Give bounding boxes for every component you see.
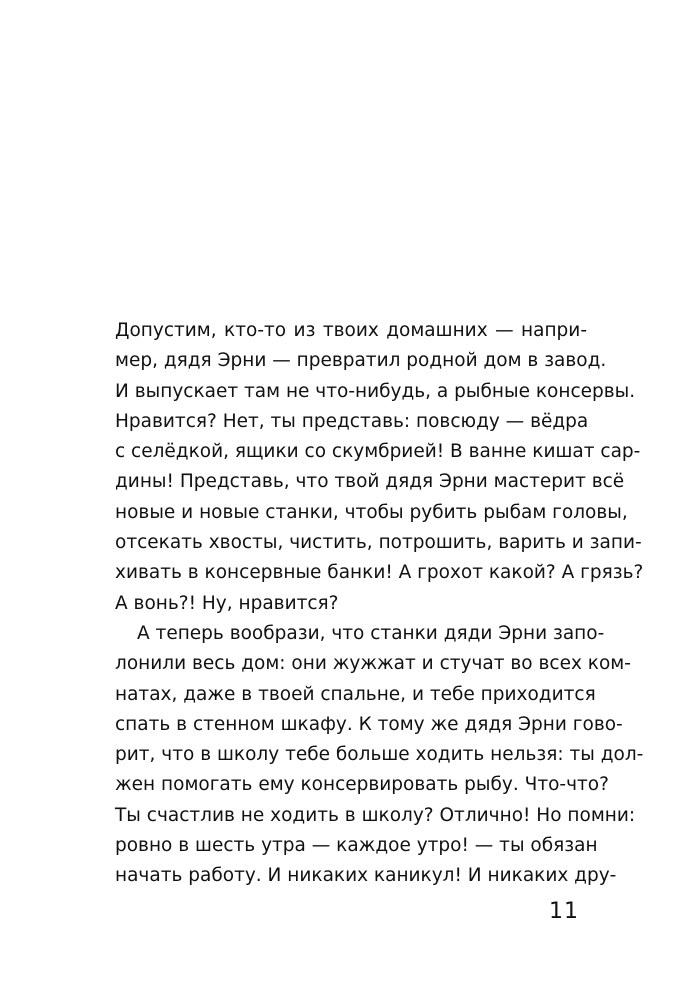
text-line: дины! Представь, что твой дядя Эрни мастерит всё — [115, 471, 625, 493]
text-line: Ты счастлив не ходить в школу? Отлично! Но помни: — [115, 804, 636, 826]
text-line: И выпускает там не что-нибудь, а рыбные консервы. — [115, 380, 636, 402]
text-line: начать работу. И никаких каникул! И никаких дру- — [115, 865, 617, 887]
text-line: мер, дядя Эрни — превратил родной дом в завод. — [115, 350, 607, 372]
text-line: ровно в шесть утра — каждое утро! — ты обязан — [115, 835, 598, 857]
text-line: хивать в консервные банки! А грохот какой? А грязь? — [115, 562, 644, 584]
text-line: с селёдкой, ящики со скумбрией! В ванне кишат сар- — [115, 441, 641, 463]
text-line: А теперь вообрази, что станки дяди Эрни запо- — [137, 622, 605, 644]
text-line: Допустим, кто-то из твоих домашних — напри- — [115, 320, 587, 341]
text-line: Нравится? Нет, ты представь: повсюду — вёдра — [115, 410, 589, 432]
text-line: жен помогать ему консервировать рыбу. Что-что? — [115, 774, 609, 796]
body-text — [115, 316, 644, 892]
text-line: лонили весь дом: они жужжат и стучат во всех ком- — [115, 653, 631, 675]
text-line: рит, что в школу тебе больше ходить нельзя: ты дол- — [115, 744, 644, 766]
text-line: А вонь?! Ну, нравится? — [115, 592, 339, 614]
text-line: натах, даже в твоей спальне, и тебе приходится — [115, 683, 596, 705]
text-line: отсекать хвосты, чистить, потрошить, варить и запи- — [115, 532, 642, 554]
page-number: 11 — [549, 899, 579, 924]
text-line: спать в стенном шкафу. К тому же дядя Эрни гово- — [115, 713, 623, 735]
text-line: новые и новые станки, чтобы рубить рыбам головы, — [115, 501, 628, 523]
